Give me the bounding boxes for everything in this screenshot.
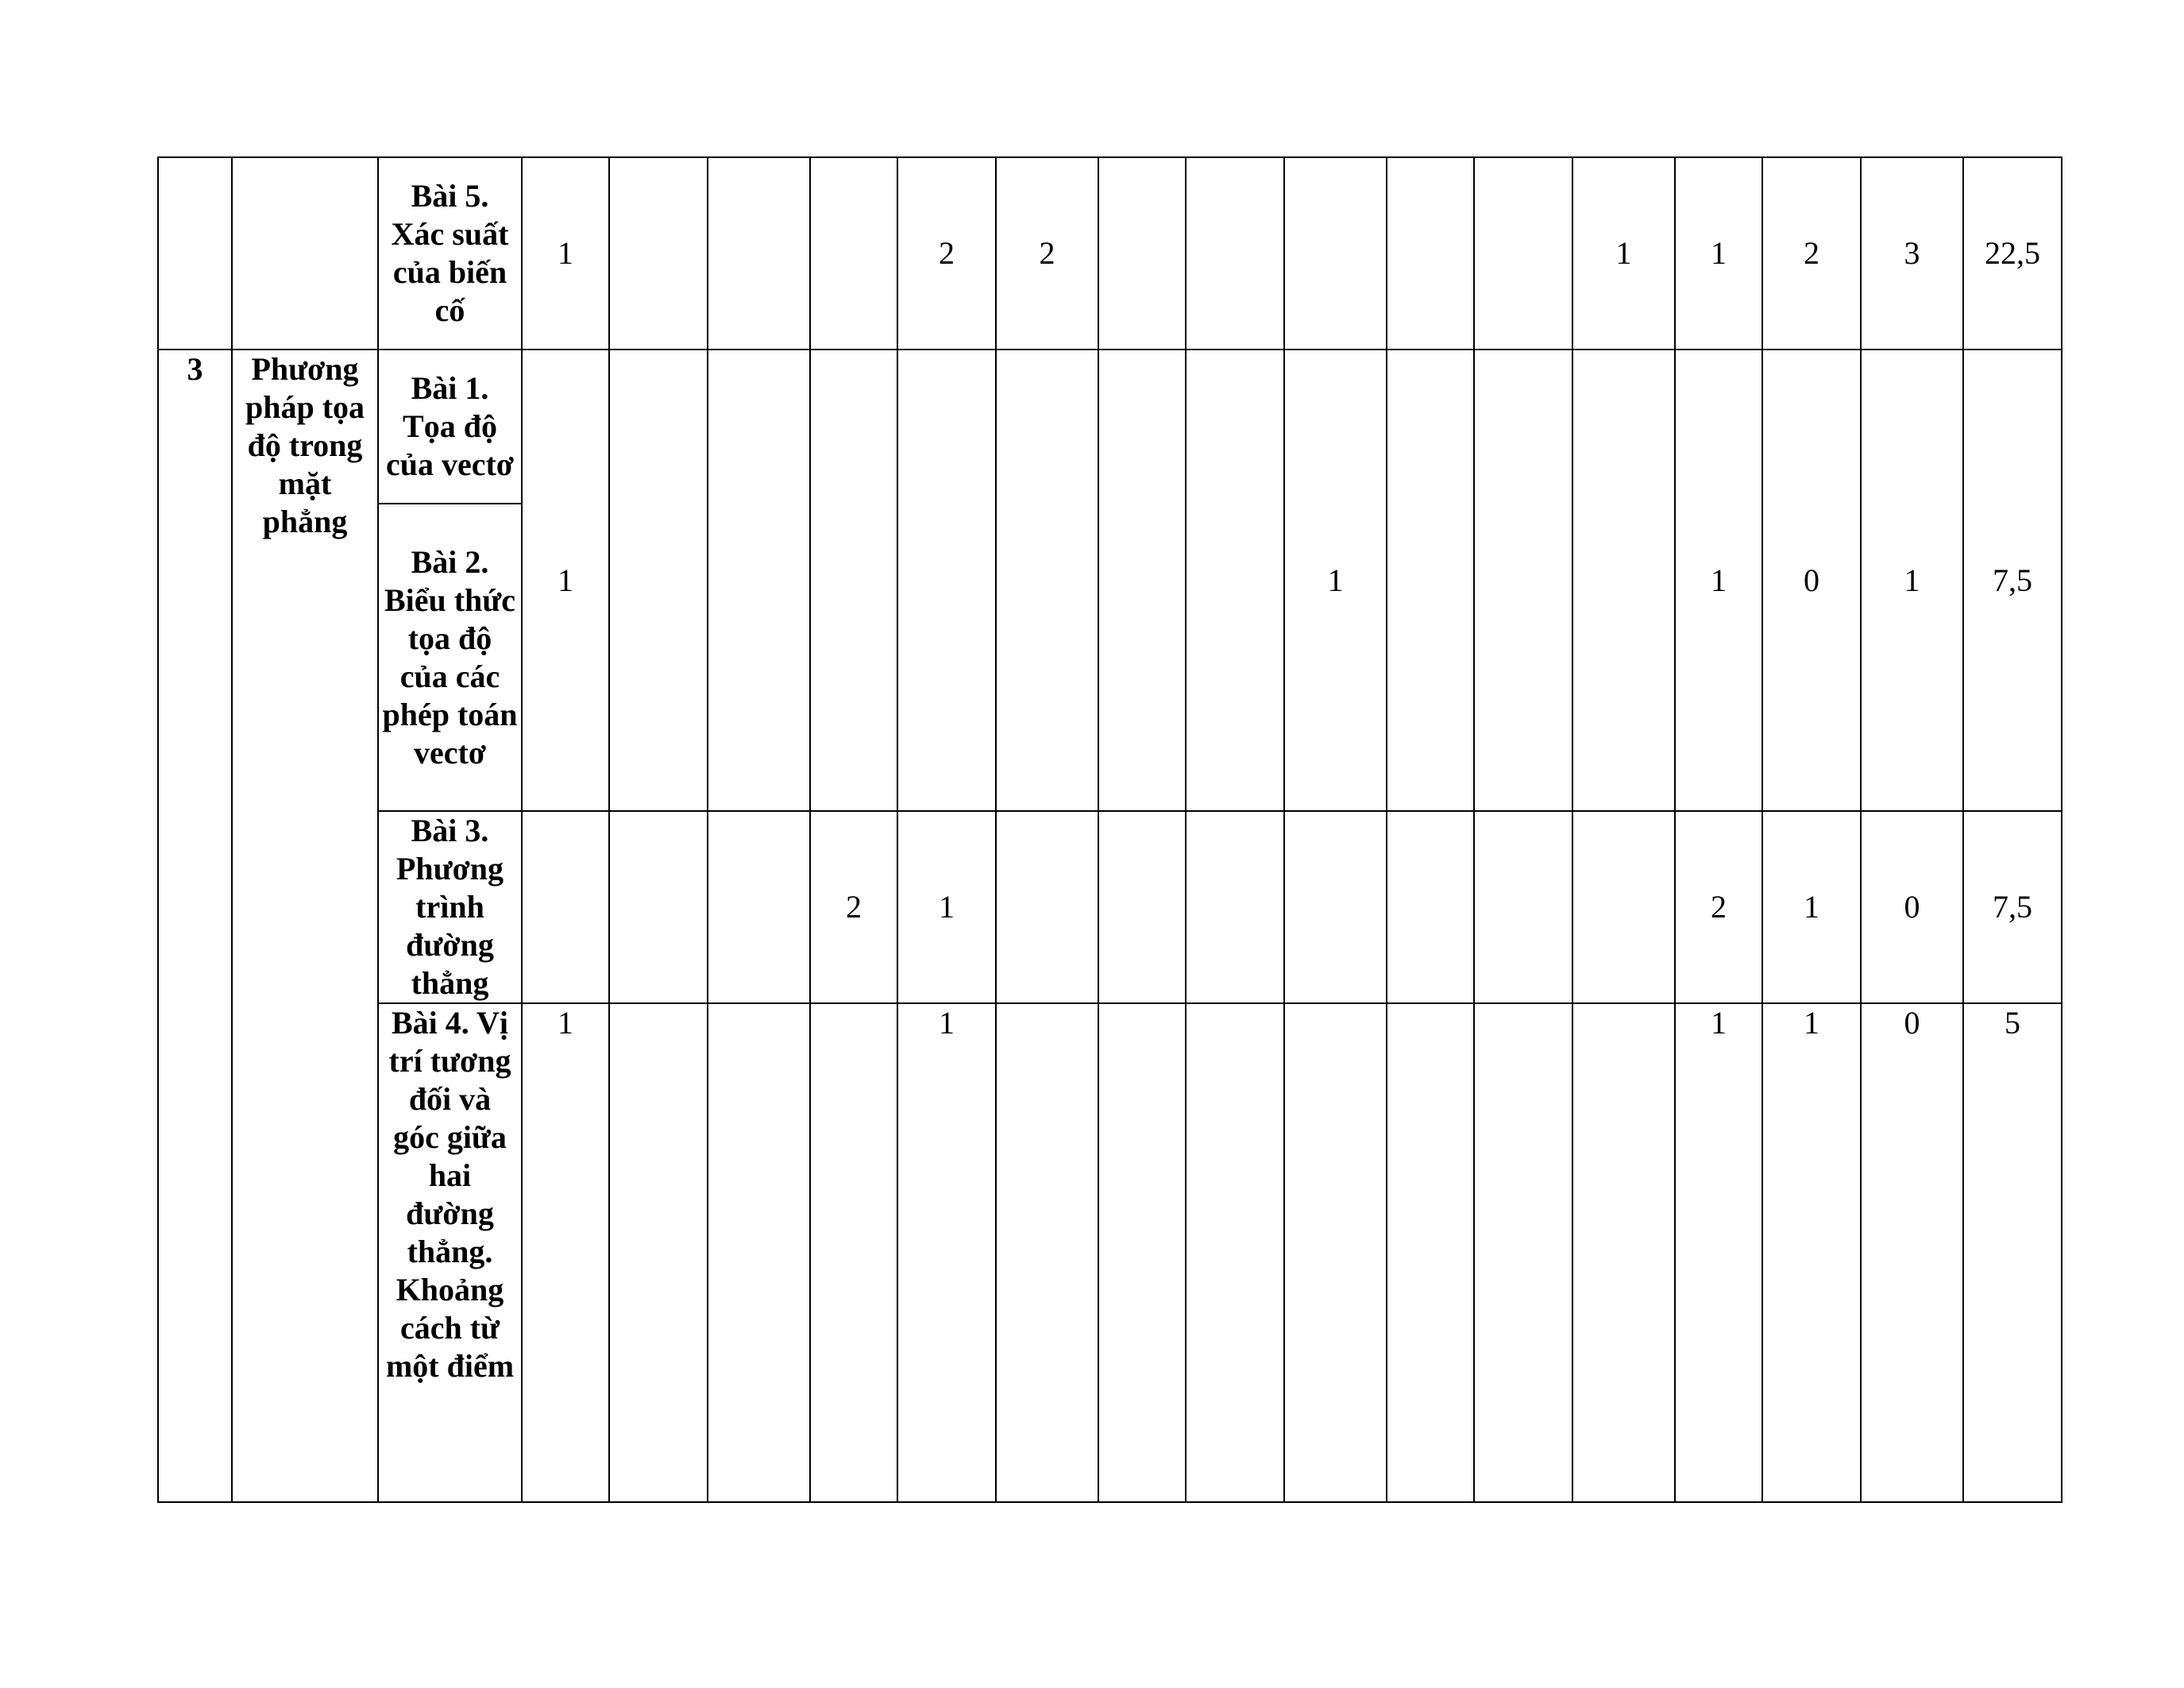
value-cell	[609, 350, 708, 811]
table-row	[158, 1003, 2062, 1502]
lesson-cell: Bài 5. Xác suất của biến cố	[378, 157, 522, 350]
value-cell	[1474, 811, 1572, 1003]
value-cell: 1	[522, 157, 609, 350]
assessment-matrix-table	[157, 156, 2062, 1503]
value-cell: 1	[1675, 157, 1762, 350]
value-cell: 1	[1861, 350, 1963, 811]
value-cell	[996, 1003, 1098, 1502]
table-row	[158, 811, 2062, 1003]
value-cell	[1186, 157, 1284, 350]
value-cell: 1	[1675, 1003, 1762, 1502]
value-cell	[1098, 811, 1186, 1003]
value-cell	[810, 350, 897, 811]
value-cell	[1387, 1003, 1474, 1502]
chapter-cell: Phương pháp tọa độ trong mặt phẳng	[232, 350, 378, 1502]
value-cell	[1098, 1003, 1186, 1502]
value-cell: 1	[1572, 157, 1675, 350]
value-cell	[1474, 1003, 1572, 1502]
value-cell: 2	[1762, 157, 1861, 350]
value-cell: 1	[1284, 350, 1387, 811]
value-cell: 2	[810, 811, 897, 1003]
value-cell: 1	[1762, 1003, 1861, 1502]
chapter-cell	[232, 157, 378, 350]
value-cell	[609, 157, 708, 350]
table-row	[158, 350, 2062, 504]
value-cell	[1284, 157, 1387, 350]
value-cell	[1186, 811, 1284, 1003]
value-cell: 5	[1963, 1003, 2062, 1502]
value-cell: 1	[522, 1003, 609, 1502]
value-cell: 1	[522, 350, 609, 811]
value-cell	[1572, 350, 1675, 811]
value-cell	[1387, 157, 1474, 350]
value-cell	[708, 811, 810, 1003]
value-cell	[1284, 1003, 1387, 1502]
lesson-cell: Bài 4. Vị trí tương đối và góc giữa hai đường thẳng. Khoảng cách từ một điểm	[378, 1003, 522, 1502]
lesson-cell: Bài 3. Phương trình đường thẳng	[378, 811, 522, 1003]
value-cell: 22,5	[1963, 157, 2062, 350]
value-cell	[1572, 1003, 1675, 1502]
stt-cell: 3	[158, 350, 232, 1502]
value-cell: 1	[1762, 811, 1861, 1003]
value-cell	[810, 157, 897, 350]
value-cell	[609, 1003, 708, 1502]
value-cell: 0	[1861, 1003, 1963, 1502]
value-cell	[522, 811, 609, 1003]
value-cell: 2	[1675, 811, 1762, 1003]
value-cell	[708, 350, 810, 811]
value-cell	[1474, 157, 1572, 350]
value-cell: 2	[897, 157, 996, 350]
value-cell: 1	[1675, 350, 1762, 811]
value-cell: 2	[996, 157, 1098, 350]
value-cell	[1284, 811, 1387, 1003]
value-cell	[1186, 1003, 1284, 1502]
value-cell: 3	[1861, 157, 1963, 350]
value-cell	[1186, 350, 1284, 811]
stt-cell	[158, 157, 232, 350]
value-cell: 0	[1861, 811, 1963, 1003]
value-cell	[1474, 350, 1572, 811]
value-cell	[1387, 350, 1474, 811]
value-cell	[996, 811, 1098, 1003]
value-cell: 1	[897, 811, 996, 1003]
value-cell	[897, 350, 996, 811]
value-cell	[708, 157, 810, 350]
value-cell	[996, 350, 1098, 811]
lesson-cell: Bài 1. Tọa độ của vectơ	[378, 350, 522, 504]
value-cell: 1	[897, 1003, 996, 1502]
value-cell	[609, 811, 708, 1003]
value-cell	[1387, 811, 1474, 1003]
value-cell: 7,5	[1963, 811, 2062, 1003]
lesson-cell: Bài 2. Biểu thức tọa độ của các phép toán vectơ	[378, 504, 522, 811]
value-cell: 7,5	[1963, 350, 2062, 811]
value-cell	[1098, 157, 1186, 350]
value-cell	[708, 1003, 810, 1502]
table-row	[158, 157, 2062, 350]
value-cell	[1572, 811, 1675, 1003]
value-cell	[1098, 350, 1186, 811]
value-cell: 0	[1762, 350, 1861, 811]
value-cell	[810, 1003, 897, 1502]
